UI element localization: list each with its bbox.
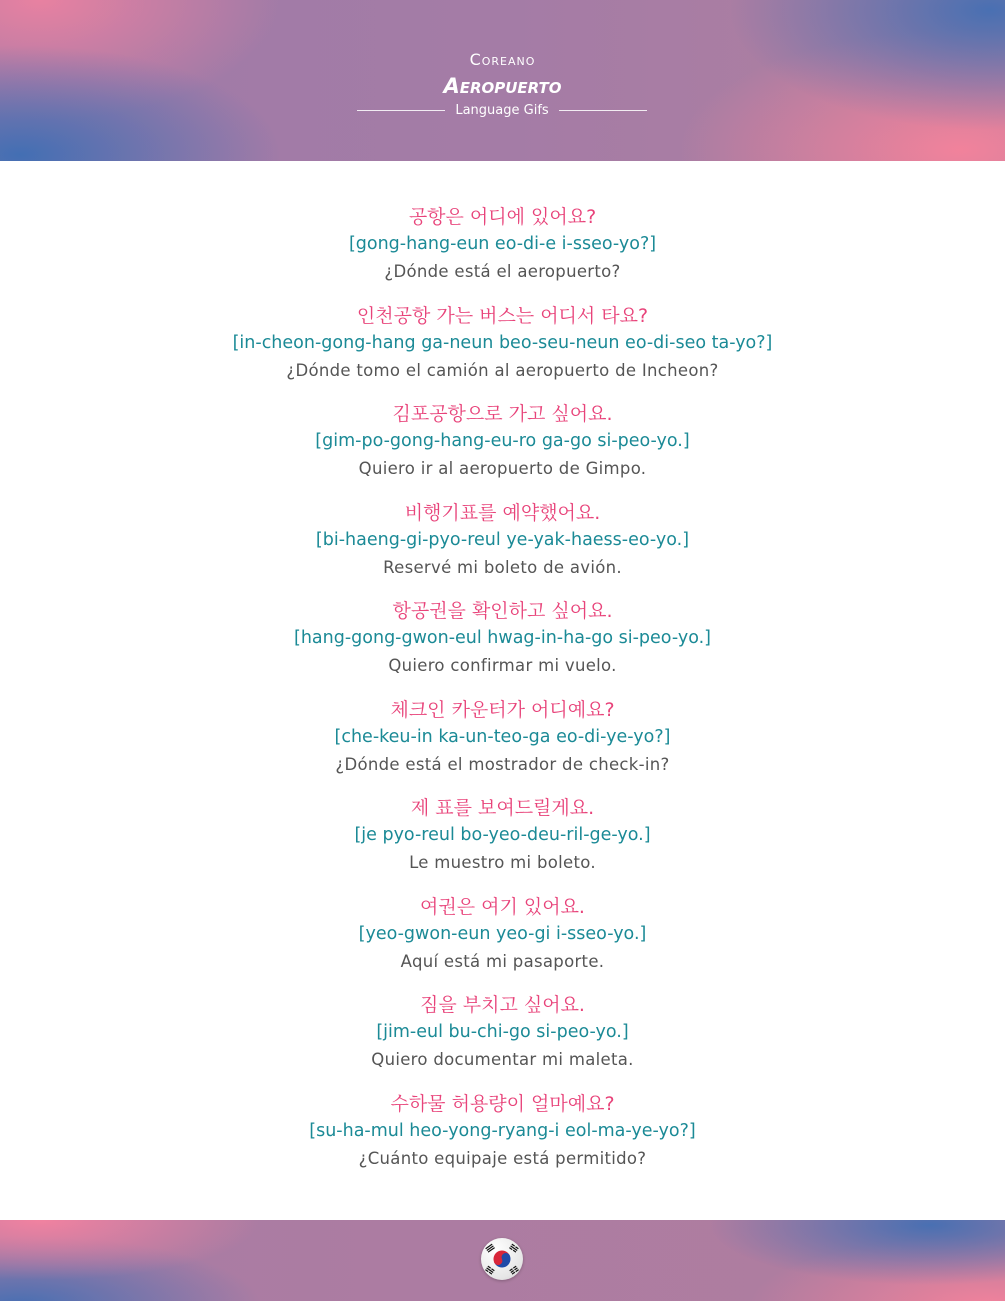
translation: Quiero ir al aeropuerto de Gimpo. xyxy=(358,459,647,478)
korean-phrase: 수하물 허용량이 얼마예요? xyxy=(390,1092,615,1115)
romanization: [bi-haeng-gi-pyo-reul ye-yak-haess-eo-yo.] xyxy=(315,529,690,550)
translation: ¿Cuánto equipaje está permitido? xyxy=(358,1148,647,1168)
translation: ¿Dónde está el mostrador de check-in? xyxy=(335,754,670,774)
romanization: [in-cheon-gong-hang ga-neun beo-seu-neun eo-di-seo ta-yo?] xyxy=(232,332,773,353)
translation: Aquí está mi pasaporte. xyxy=(400,951,605,971)
romanization: [yeo-gwon-eun yeo-gi i-sseo-yo.] xyxy=(358,923,647,944)
translation: Reservé mi boleto de avión. xyxy=(383,557,622,577)
divider-left xyxy=(357,110,445,111)
translation: Le muestro mi boleto. xyxy=(409,853,596,872)
translation: ¿Dónde está el aeropuerto? xyxy=(384,262,621,281)
translation: ¿Dónde tomo el camión al aeropuerto de Incheon? xyxy=(286,360,719,380)
romanization: [che-keu-in ka-un-teo-ga eo-di-ye-yo?] xyxy=(334,726,671,747)
korean-phrase: 항공권을 확인하고 싶어요. xyxy=(392,600,613,622)
phrase-item xyxy=(0,499,1005,598)
phrase-item xyxy=(0,302,1005,401)
korean-phrase: 짐을 부치고 싶어요. xyxy=(420,994,585,1016)
korean-phrase: 인천공항 가는 버스는 어디서 타요? xyxy=(356,304,649,327)
korean-phrase: 공항은 어디에 있어요? xyxy=(408,206,597,228)
phrase-item xyxy=(0,203,1005,302)
phrase-item xyxy=(0,597,1005,696)
language-subtitle: Coreano xyxy=(469,50,536,69)
south-korea-flag-icon xyxy=(481,1238,523,1280)
romanization: [je pyo-reul bo-yeo-deu-ril-ge-yo.] xyxy=(354,825,651,845)
korean-phrase: 제 표를 보여드릴게요. xyxy=(410,797,595,819)
korean-phrase: 비행기표를 예약했어요. xyxy=(404,501,601,524)
romanization: [jim-eul bu-chi-go si-peo-yo.] xyxy=(376,1022,629,1042)
translation: Quiero documentar mi maleta. xyxy=(371,1050,634,1069)
page-title: Aeropuerto xyxy=(443,74,562,98)
phrase-item xyxy=(0,696,1005,795)
romanization: [gong-hang-eun eo-di-e i-sseo-yo?] xyxy=(348,234,657,254)
romanization: [su-ha-mul heo-yong-ryang-i eol-ma-ye-yo?] xyxy=(309,1120,696,1141)
phrase-item xyxy=(0,794,1005,893)
phrase-item xyxy=(0,400,1005,499)
korean-phrase: 김포공항으로 가고 싶어요. xyxy=(392,403,613,425)
phrase-item xyxy=(0,893,1005,992)
phrase-item xyxy=(0,1090,1005,1189)
divider-right xyxy=(559,110,647,111)
flag-graphic xyxy=(481,1238,523,1280)
brand-row xyxy=(357,101,647,119)
korean-phrase: 여권은 여기 있어요. xyxy=(420,895,585,918)
romanization: [gim-po-gong-hang-eu-ro ga-go si-peo-yo.] xyxy=(315,431,690,451)
header-banner xyxy=(0,0,1005,161)
phrase-item xyxy=(0,991,1005,1090)
translation: Quiero confirmar mi vuelo. xyxy=(388,656,617,675)
korean-phrase: 체크인 카운터가 어디예요? xyxy=(390,698,615,721)
phrase-list xyxy=(0,203,1005,1188)
romanization: [hang-gong-gwon-eul hwag-in-ha-go si-peo-yo.] xyxy=(294,628,711,648)
brand-name: Language Gifs xyxy=(455,102,549,118)
